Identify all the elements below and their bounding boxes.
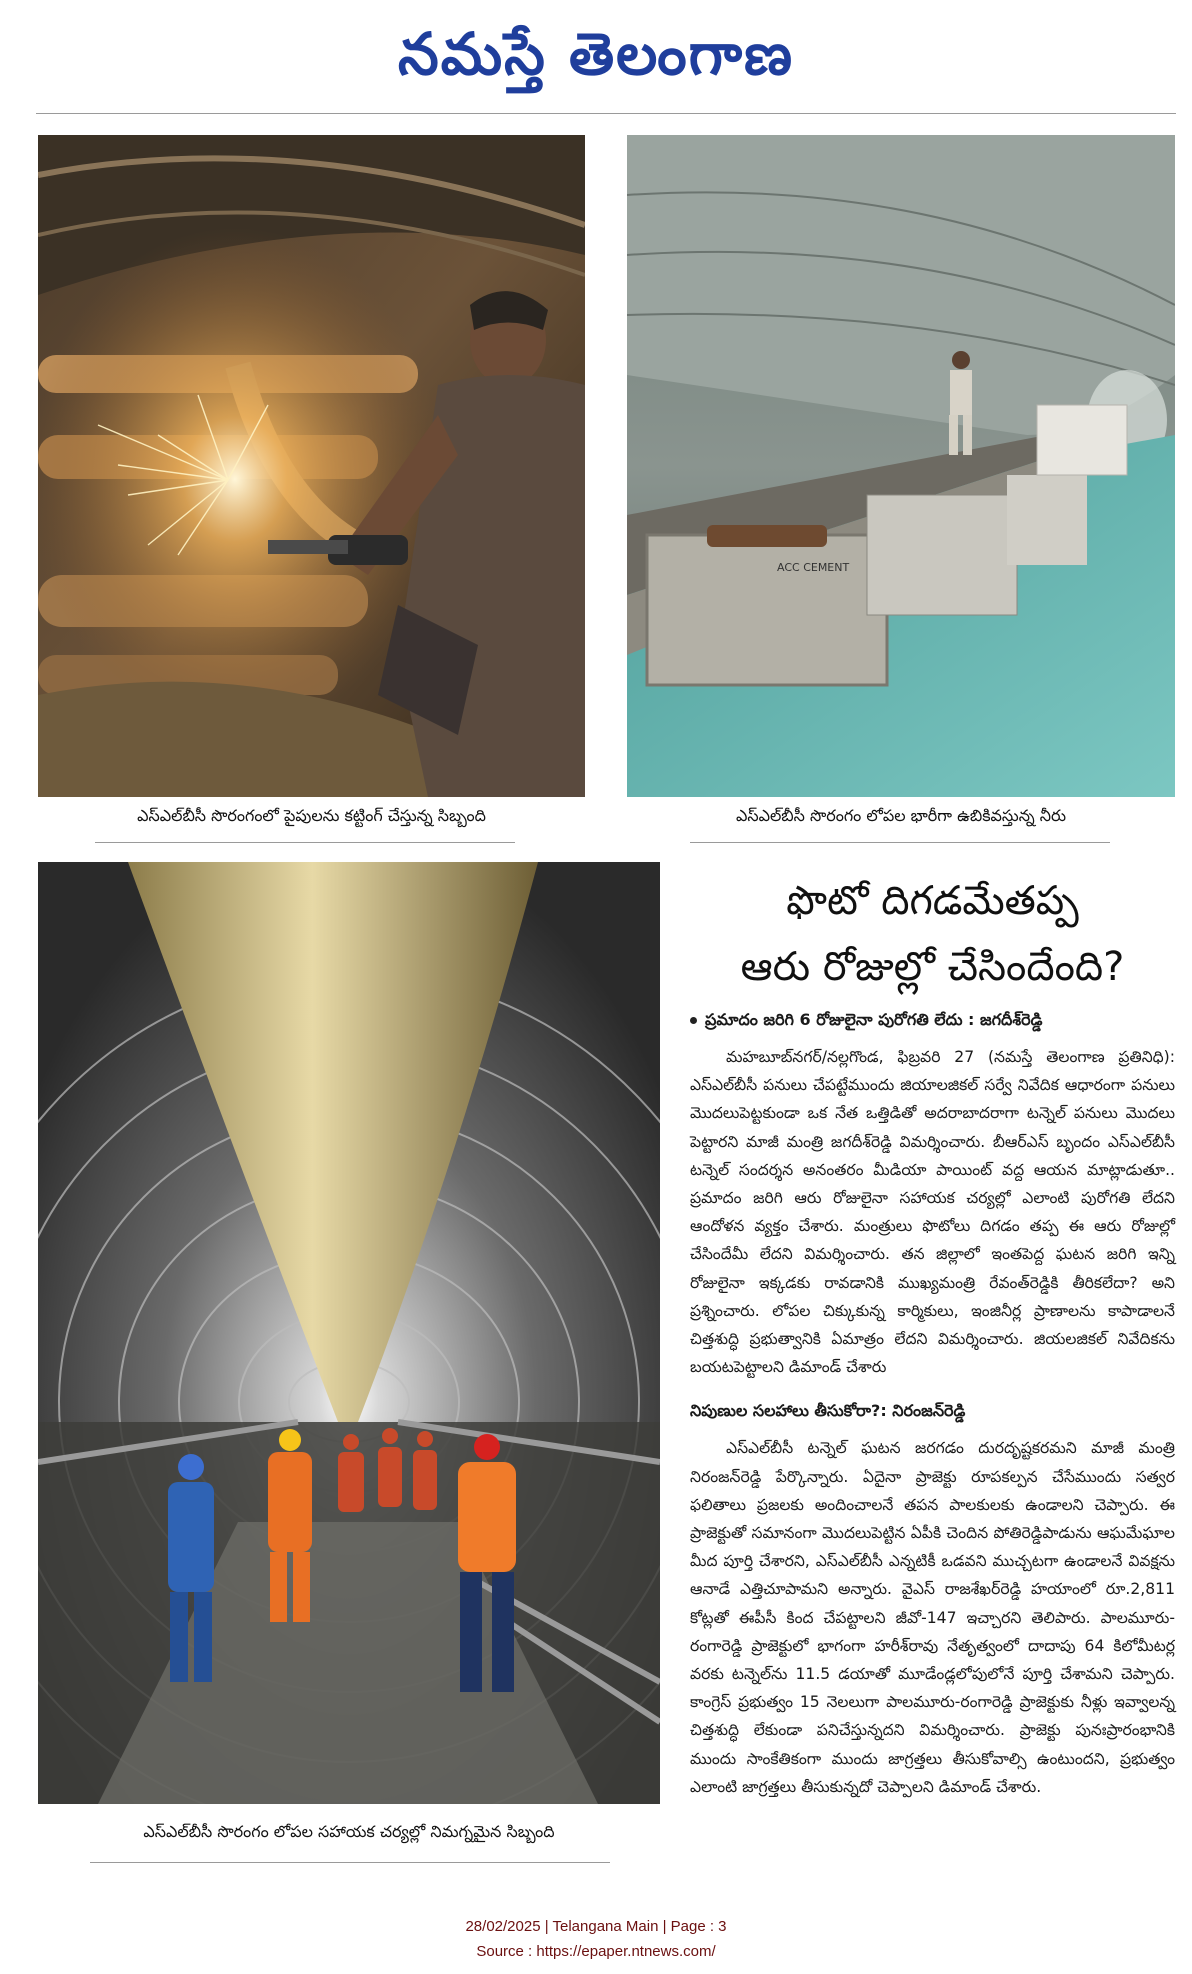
article [690,868,1175,1801]
welding-photo-caption: ఎస్‌ఎల్‌బీసీ సొరంగంలో పైపులను కట్టింగ్‌ చేస్తున్న సిబ్బంది [137,806,486,825]
caption-divider [690,842,1110,843]
crate-label: ACC CEMENT [777,561,850,574]
masthead-divider [36,113,1176,114]
headline-line-1: ఫొటో దిగడమేతప్ప [786,878,1079,924]
flooded-tunnel-photo [627,135,1175,797]
caption-divider [90,1862,610,1863]
footer-source: Source : https://epaper.ntnews.com/ [476,1943,716,1960]
masthead-title: నమస్తే తెలంగాణ [398,20,794,88]
flooded-photo-caption: ఎస్‌ఎల్‌బీసీ సొరంగం లోపల భారీగా ఉబికివస్తున్న నీరు [735,806,1067,825]
rescue-photo-caption: ఎస్‌ఎల్‌బీసీ సొరంగం లోపల సహాయక చర్యల్లో నిమగ్నమైన సిబ్బంది [143,1822,555,1841]
headline-line-2: ఆరు రోజుల్లో చేసిందేంది? [740,944,1125,990]
article-paragraph-2: ఎస్‌ఎల్‌బీసీ టన్నెల్‌ ఘటన జరగడం దురదృష్టకరమని మాజీ మంత్రి నిరంజన్‌రెడ్డి పేర్కొన్నారు. ఏదైనా ప్రాజెక్టు రూపకల్పన చేసేముందు సత్వర ఫలితాలు ప్రజలకు అందించాలనే తపన పాలకులకు ఉండాలని చెప్పారు. ఈ ప్రాజెక్టుతో సమానంగా మొదలుపెట్టిన ఏపీకి చెందిన పోతిరెడ్డిపాడును ఆఘమేఘాల మీద పూర్తి చేశారని, ఎస్‌ఎల్‌బీసీ ఎన్నటికీ ఒడవని ముచ్చటగా ఉండాలనే వివక్షను ఆనాడే ఎత్తిచూపామని అన్నారు. వైఎస్‌ రాజశేఖర్‌రెడ్డి హయాంలో రూ.2,811 కోట్లతో ఈపీసీ కింద చేపట్టాలని జీవో-147 ఇచ్చారని తెలిపారు. పాలమూరు-రంగారెడ్డి ప్రాజెక్టులో భాగంగా హరీశ్‌రావు నేతృత్వంలో దాదాపు 64 కిలోమీటర్ల వరకు టన్నెల్‌ను 11.5 డయాతో మూడేండ్లలోపులోనే పూర్తి చేశామని చెప్పారు. కాంగ్రెస్‌ ప్రభుత్వం 15 నెలలుగా పాలమూరు-రంగారెడ్డి ప్రాజెక్టుకు నీళ్లు ఇవ్వాలన్న చిత్తశుద్ధి లేకుండా పనిచేస్తున్నదని విమర్శించారు. ప్రాజెక్టు పునఃప్రారంభానికి ముందు సాంకేతికంగా ముందు జాగ్రత్తలు తీసుకోవాల్సి ఉంటుందని, ప్రభుత్వం ఎలాంటి జాగ్రత్తలు తీసుకున్నదో చెప్పాలని డిమాండ్‌ చేశారు. [690,1439,1175,1796]
article-paragraph-1: మహబూబ్‌నగర్‌/నల్లగొండ, ఫిబ్రవరి 27 (నమస్తే తెలంగాణ ప్రతినిధి): ఎస్‌ఎల్‌బీసీ పనులు చేపట్టేముందు జియాలజికల్‌ సర్వే నివేదిక ఆధారంగా పనులు మొదలుపెట్టకుండా ఒక నేత ఒత్తిడితో అదరాబాదరాగా టన్నెల్‌ పనులు మొదలు పెట్టారని మాజీ మంత్రి జగదీశ్‌రెడ్డి విమర్శించారు. బీఆర్‌ఎస్‌ బృందం ఎస్‌ఎల్‌బీసీ టన్నెల్‌ సందర్శన అనంతరం మీడియా పాయింట్‌ వద్ద ఆయన మాట్లాడుతూ.. ప్రమాదం జరిగి ఆరు రోజులైనా సహాయక చర్యల్లో ఎలాంటి పురోగతి లేదని ఆందోళన వ్యక్తం చేశారు. మంత్రులు ఫొటోలు దిగడం తప్ప ఈ ఆరు రోజుల్లో చేసిందేమీ లేదని విమర్శించారు. తన జిల్లాలో ఇంతపెద్ద ఘటన జరిగి ఇన్ని రోజులైనా ఇక్కడకు రావడానికి ముఖ్యమంత్రి రేవంత్‌రెడ్డికి తీరికలేదా? అని ప్రశ్నించారు. లోపల చిక్కుకున్న కార్మికులు, ఇంజినీర్ల ప్రాణాలను కాపాడాలనే చిత్తశుద్ధి ప్రభుత్వానికి ఏమాత్రం లేదని విమర్శించారు. జియలజికల్‌ నివేదికను బయటపెట్టాలని డిమాండ్‌ చేశారు [690,1048,1175,1377]
rescue-tunnel-photo [38,862,660,1804]
welding-photo [38,135,585,797]
article-subhead-text: ప్రమాదం జరిగి 6 రోజులైనా పురోగతి లేదు : జగదీశ్‌రెడ్డి [705,1010,1043,1029]
article-subhead [690,1010,1175,1033]
bullet-icon [690,1017,697,1024]
caption-divider [95,842,515,843]
footer-date-edition: 28/02/2025 | Telangana Main | Page : 3 [465,1918,727,1935]
section-2-title: నిపుణుల సలహాలు తీసుకోరా?: నిరంజన్‌రెడ్డి [690,1401,966,1421]
